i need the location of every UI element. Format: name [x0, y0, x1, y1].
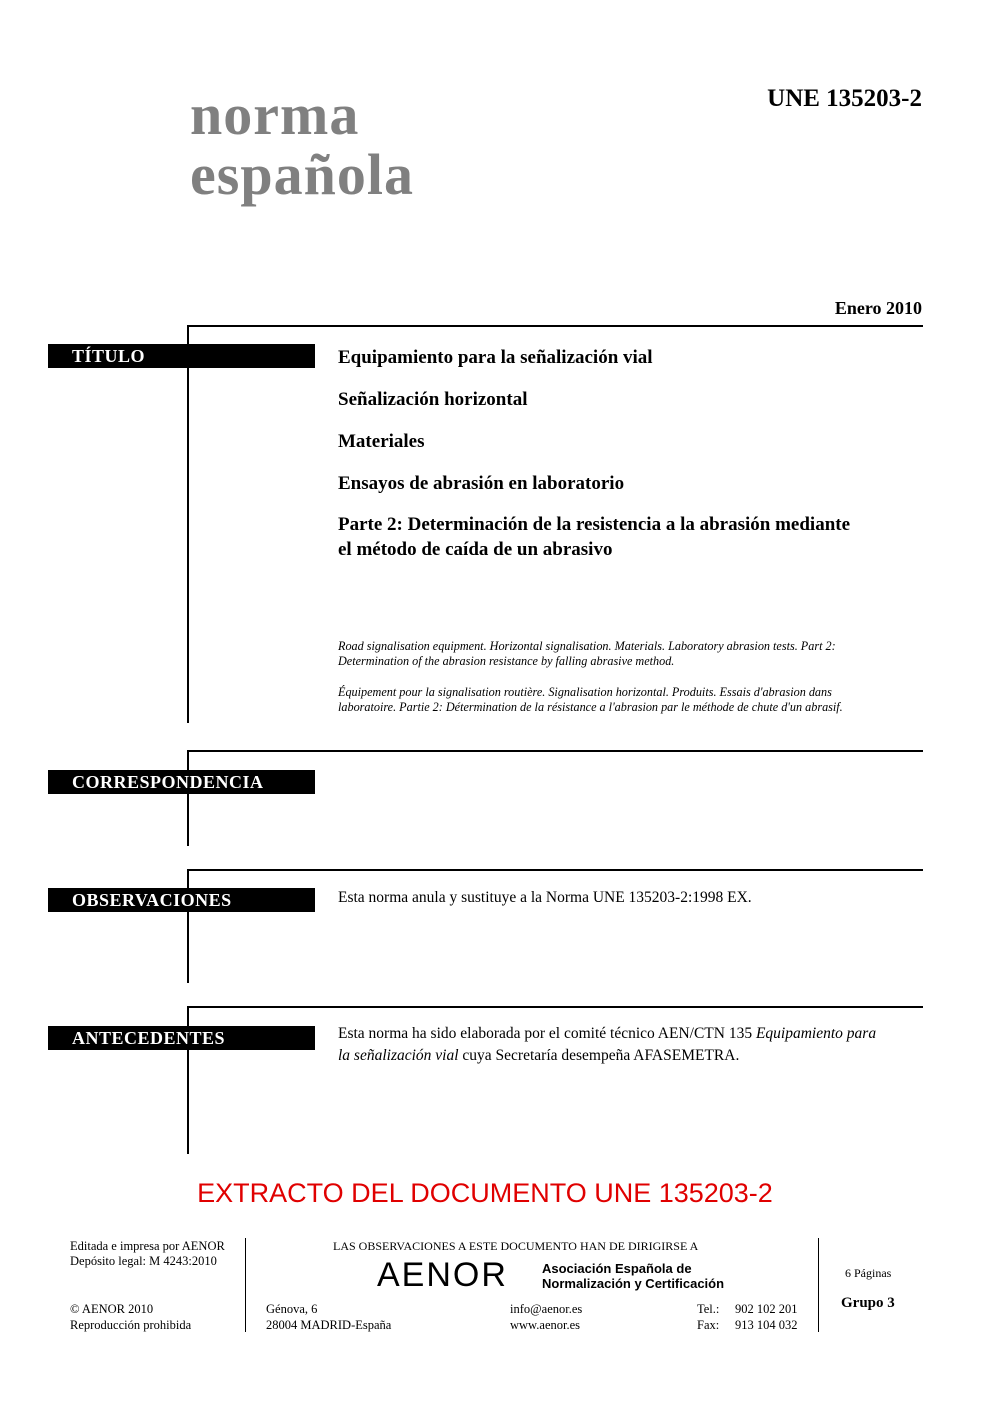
label-titulo: TÍTULO: [48, 344, 315, 368]
footer-reproduction: Reproducción prohibida: [70, 1318, 192, 1332]
committee-name-b: la señalización vial: [338, 1047, 459, 1064]
aenor-description: [542, 1261, 724, 1291]
aenor-logo: AENOR: [377, 1256, 508, 1294]
label-observaciones: OBSERVACIONES: [48, 888, 315, 912]
title-line: Parte 2: Determinación de la resistencia a la abrasión mediante: [338, 514, 851, 535]
footer-address-line2: 28004 MADRID-España: [266, 1318, 392, 1332]
label-antecedentes: ANTECEDENTES: [48, 1026, 315, 1050]
section-divider-antecedentes: [187, 1006, 923, 1008]
standard-code: UNE 135203-2: [767, 85, 922, 112]
norma-title-line1: norma: [190, 82, 360, 147]
observaciones-text: Esta norma anula y sustituye a la Norma UNE 135203-2:1998 EX.: [338, 889, 752, 906]
title-line: Ensayos de abrasión en laboratorio: [338, 473, 625, 494]
publication-date: Enero 2010: [834, 298, 922, 318]
committee-name-a: Equipamiento para: [755, 1025, 877, 1042]
label-correspondencia: CORRESPONDENCIA: [48, 770, 315, 794]
section-divider-observaciones: [187, 869, 923, 871]
norma-title-line2: española: [190, 142, 414, 207]
footer-divider-left: [245, 1238, 246, 1332]
antecedentes-text-b: cuya Secretaría desempeña AFASEMETRA.: [458, 1047, 740, 1064]
title-line: el método de caída de un abrasivo: [338, 539, 613, 560]
aenor-desc-line1: Asociación Española de: [542, 1261, 692, 1276]
footer-pages: 6 Páginas: [845, 1266, 892, 1280]
title-line: Equipamiento para la señalización vial: [338, 347, 653, 368]
aenor-desc-line2: Normalización y Certificación: [542, 1276, 725, 1291]
section-vrule-correspondencia: [187, 750, 189, 846]
french-title-line1: Équipement pour la signalisation routière. Signalisation horizontal. Produits. Essais d'abrasion dans: [338, 685, 832, 699]
footer-fax: 913 104 032: [735, 1318, 798, 1332]
antecedentes-text-a: Esta norma ha sido elaborada por el comité técnico AEN/CTN 135: [338, 1025, 756, 1042]
section-vrule-titulo: [187, 325, 189, 723]
footer-email: info@aenor.es: [510, 1302, 583, 1316]
footer-edited-line2: Depósito legal: M 4243:2010: [70, 1254, 217, 1268]
footer-tel: 902 102 201: [735, 1302, 798, 1316]
section-vrule-observaciones: [187, 869, 189, 983]
section-divider-titulo: [187, 325, 923, 327]
footer-web: www.aenor.es: [510, 1318, 581, 1332]
footer-fax-label: Fax:: [697, 1318, 720, 1332]
english-title-line1: Road signalisation equipment. Horizontal signalisation. Materials. Laboratory abrasion tests. Part 2:: [338, 639, 836, 653]
french-title-line2: laboratoire. Partie 2: Détermination de la résistance a l'abrasion par le méthode de chute d'un abrasif.: [338, 700, 843, 714]
footer-address-line1: Génova, 6: [266, 1302, 318, 1316]
title-line: Materiales: [338, 431, 425, 452]
footer-edited-line1: Editada e impresa por AENOR: [70, 1239, 225, 1253]
footer-observations-note: LAS OBSERVACIONES A ESTE DOCUMENTO HAN DE DIRIGIRSE A: [333, 1239, 699, 1253]
footer-tel-label: Tel.:: [697, 1302, 720, 1316]
footer-copyright: © AENOR 2010: [70, 1302, 154, 1316]
title-line: Señalización horizontal: [338, 389, 528, 410]
footer-group: Grupo 3: [841, 1295, 895, 1311]
extract-notice: EXTRACTO DEL DOCUMENTO UNE 135203-2: [197, 1178, 773, 1208]
footer-divider-right: [818, 1238, 819, 1332]
section-divider-correspondencia: [187, 750, 923, 752]
english-title-line2: Determination of the abrasion resistance by falling abrasive method.: [338, 654, 675, 668]
antecedentes-text: [338, 1023, 923, 1067]
